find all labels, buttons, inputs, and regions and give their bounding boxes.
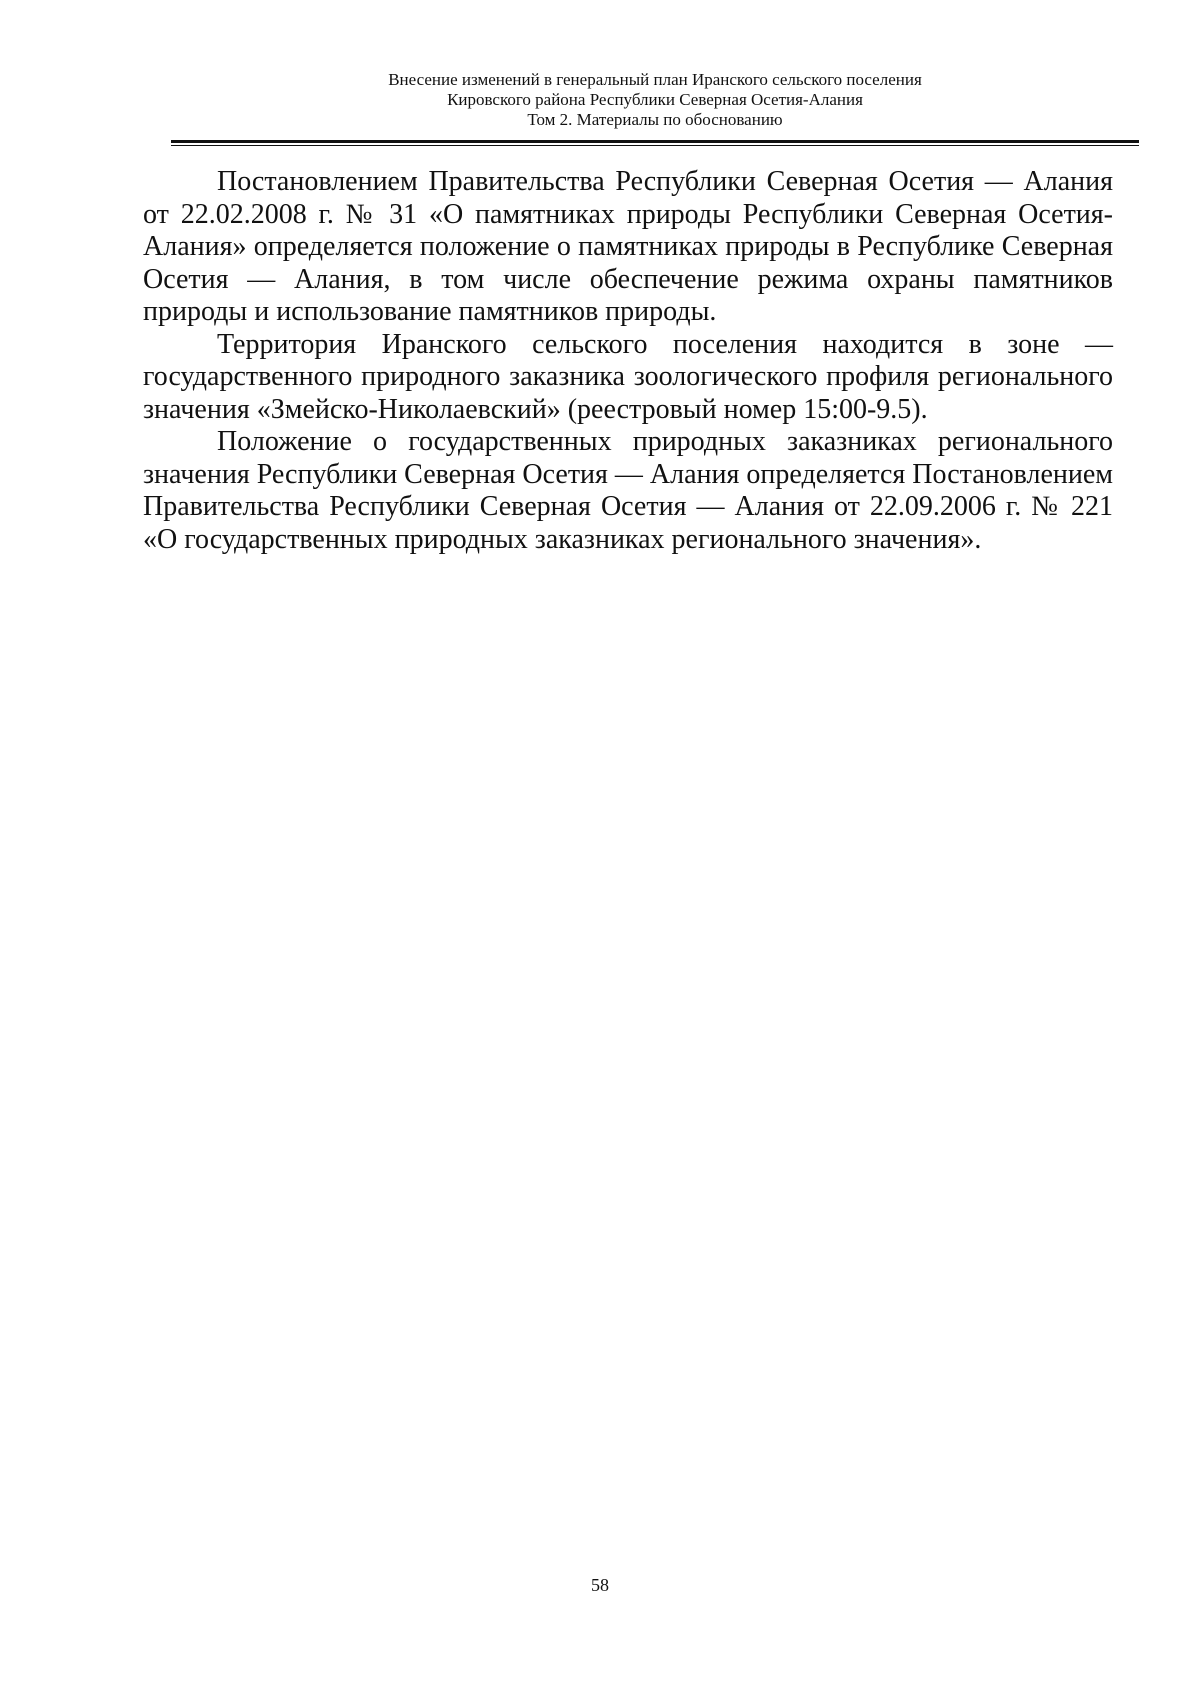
paragraph-reserve-regulation: Положение о государственных природных заказниках регионального значения Республики Северная Осетия — Алания определяется Постановлением Правительства Республики Северная Осетия — Алания от 22.09.2006 г. № 221 «О государственных природных заказниках регионального значения». bbox=[143, 426, 1113, 555]
page-number: 58 bbox=[591, 1575, 609, 1595]
header-line-volume: Том 2. Материалы по обоснованию bbox=[527, 110, 783, 129]
header-line-region: Кировского района Республики Северная Осетия-Алания bbox=[447, 90, 863, 109]
header-double-rule bbox=[171, 140, 1139, 146]
paragraph-nature-monuments: Постановлением Правительства Республики Северная Осетия — Алания от 22.02.2008 г. № 31 «О памятниках природы Республики Северная Осетия-Алания» определяется положение о памятниках природы в Республике Северная Осетия — Алания, в том числе обеспечение режима охраны памятников природы и использование памятников природы. bbox=[143, 166, 1113, 327]
running-header bbox=[171, 70, 1139, 130]
paragraph-reserve-zone: Территория Иранского сельского поселения находится в зоне — государственного природного заказника зоологического профиля регионального значения «Змейско-Николаевский» (реестровый номер 15:00-9.5). bbox=[143, 328, 1113, 425]
body-text bbox=[143, 166, 1113, 556]
header-line-title: Внесение изменений в генеральный план Иранского сельского поселения bbox=[388, 70, 922, 89]
